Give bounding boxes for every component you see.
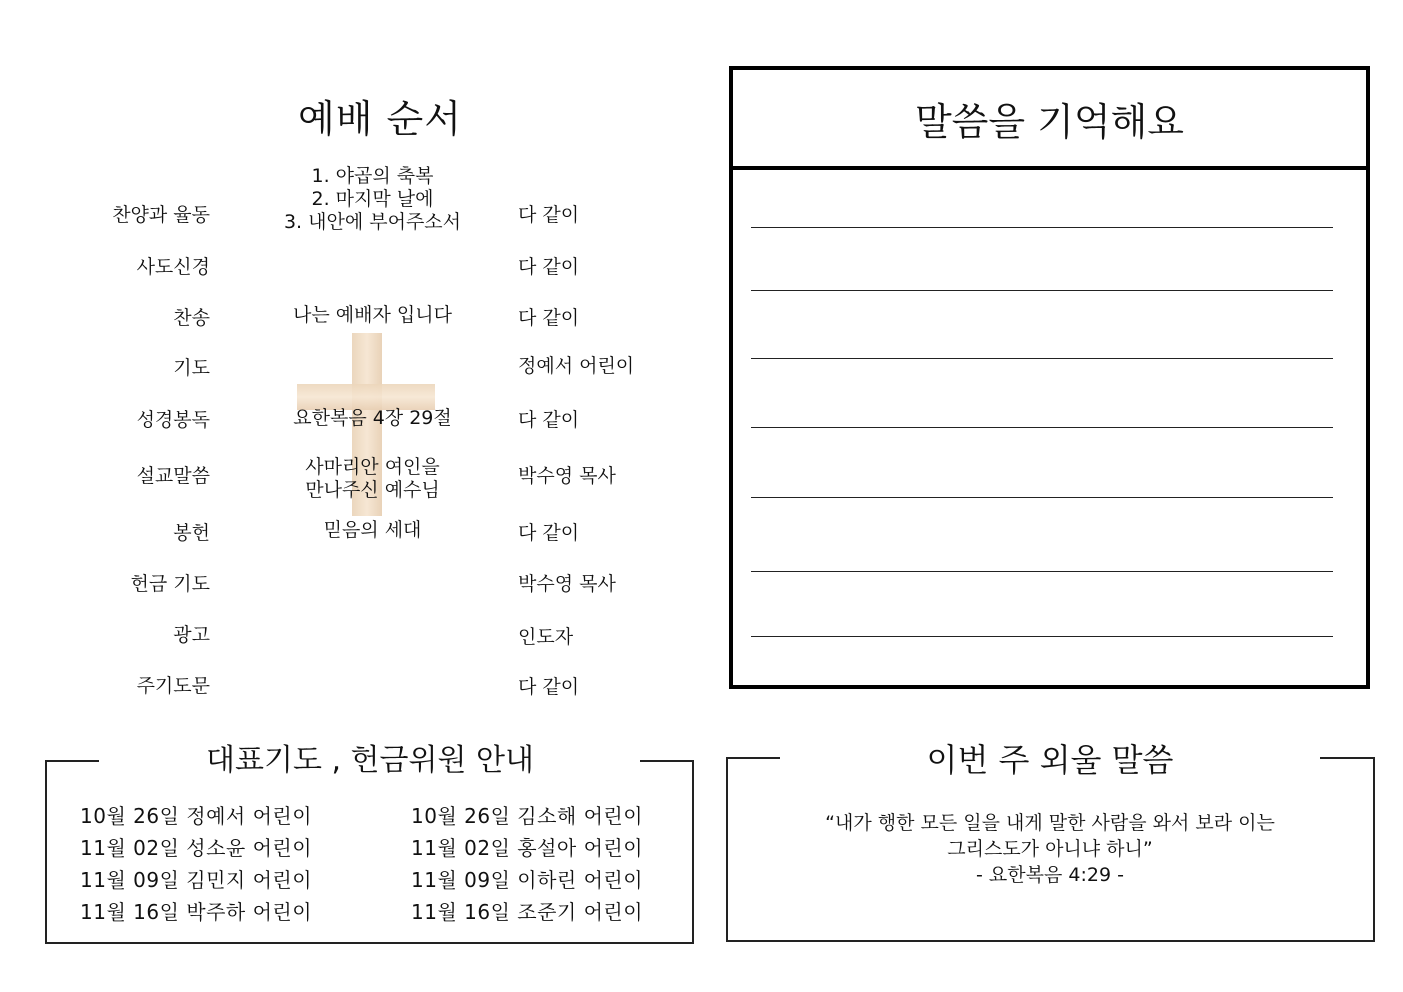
prayer-title: 대표기도 , 헌금위원 안내	[206, 743, 534, 778]
writing-line[interactable]	[751, 427, 1333, 428]
order-detail-sermon	[250, 456, 495, 502]
verse-line-2: 그리스도가 아니냐 하니”	[947, 838, 1153, 860]
sermon-title-line-2: 만나주신 예수님	[305, 479, 440, 501]
memory-box	[729, 66, 1370, 689]
order-leader-creed: 다 같이	[518, 256, 580, 278]
order-label-creed: 사도신경	[136, 256, 210, 278]
writing-line[interactable]	[751, 290, 1333, 291]
offering-entry: 11월 09일 이하린 어린이	[411, 868, 644, 892]
order-label-announcements: 광고	[173, 624, 210, 646]
order-leader-sermon: 박수영 목사	[518, 465, 616, 487]
order-label-hymn: 찬송	[173, 307, 210, 329]
praise-song-3: 3. 내안에 부어주소서	[283, 211, 462, 233]
order-leader-offering-prayer: 박수영 목사	[518, 573, 616, 595]
prayer-box-edge	[640, 760, 692, 762]
writing-line[interactable]	[751, 571, 1333, 572]
prayer-entry: 11월 09일 김민지 어린이	[80, 868, 313, 892]
order-leader-hymn: 다 같이	[518, 307, 580, 329]
memory-title: 말씀을 기억해요	[733, 70, 1366, 170]
order-title: 예배 순서	[298, 97, 462, 141]
order-detail-hymn: 나는 예배자 입니다	[293, 304, 452, 326]
sermon-title-line-1: 사마리안 여인을	[305, 456, 440, 478]
offering-entry: 11월 16일 조준기 어린이	[411, 900, 644, 924]
order-leader-offering: 다 같이	[518, 522, 580, 544]
prayer-list-right	[411, 800, 686, 928]
order-label-prayer: 기도	[173, 357, 210, 379]
offering-entry: 10월 26일 김소해 어린이	[411, 804, 644, 828]
writing-line[interactable]	[751, 358, 1333, 359]
prayer-entry: 11월 02일 성소윤 어린이	[80, 836, 313, 860]
verse-title: 이번 주 외울 말씀	[926, 741, 1174, 779]
verse-box-edge	[1320, 757, 1373, 759]
writing-line[interactable]	[751, 636, 1333, 637]
prayer-list-left	[80, 800, 380, 928]
writing-line[interactable]	[751, 227, 1333, 228]
verse-line-1: “내가 행한 모든 일을 내게 말한 사람을 와서 보라 이는	[825, 812, 1275, 834]
order-label-lords-prayer: 주기도문	[136, 675, 210, 697]
order-leader-lords-prayer: 다 같이	[518, 676, 580, 698]
writing-line[interactable]	[751, 497, 1333, 498]
verse-box-edge	[726, 757, 780, 759]
order-label-reading: 성경봉독	[136, 409, 210, 431]
order-label-offering-prayer: 헌금 기도	[130, 573, 210, 595]
verse-reference: - 요한복음 4:29 -	[976, 864, 1124, 886]
prayer-entry: 10월 26일 정예서 어린이	[80, 804, 313, 828]
verse-text	[760, 810, 1340, 888]
order-detail-offering: 믿음의 세대	[323, 519, 422, 541]
prayer-box-edge	[45, 760, 99, 762]
prayer-entry: 11월 16일 박주하 어린이	[80, 900, 313, 924]
order-label-offering: 봉헌	[173, 522, 210, 544]
order-label-sermon: 설교말씀	[136, 465, 210, 487]
praise-song-2: 2. 마지막 날에	[311, 188, 434, 210]
praise-song-1: 1. 야곱의 축복	[311, 165, 434, 187]
order-leader-prayer: 정예서 어린이	[518, 355, 635, 377]
order-detail-praise	[250, 165, 495, 234]
order-leader-announcements: 인도자	[518, 626, 574, 648]
order-label-praise: 찬양과 율동	[112, 204, 210, 226]
offering-entry: 11월 02일 홍설아 어린이	[411, 836, 644, 860]
order-leader-reading: 다 같이	[518, 409, 580, 431]
order-detail-reading: 요한복음 4장 29절	[293, 407, 452, 429]
order-leader-praise: 다 같이	[518, 204, 580, 226]
